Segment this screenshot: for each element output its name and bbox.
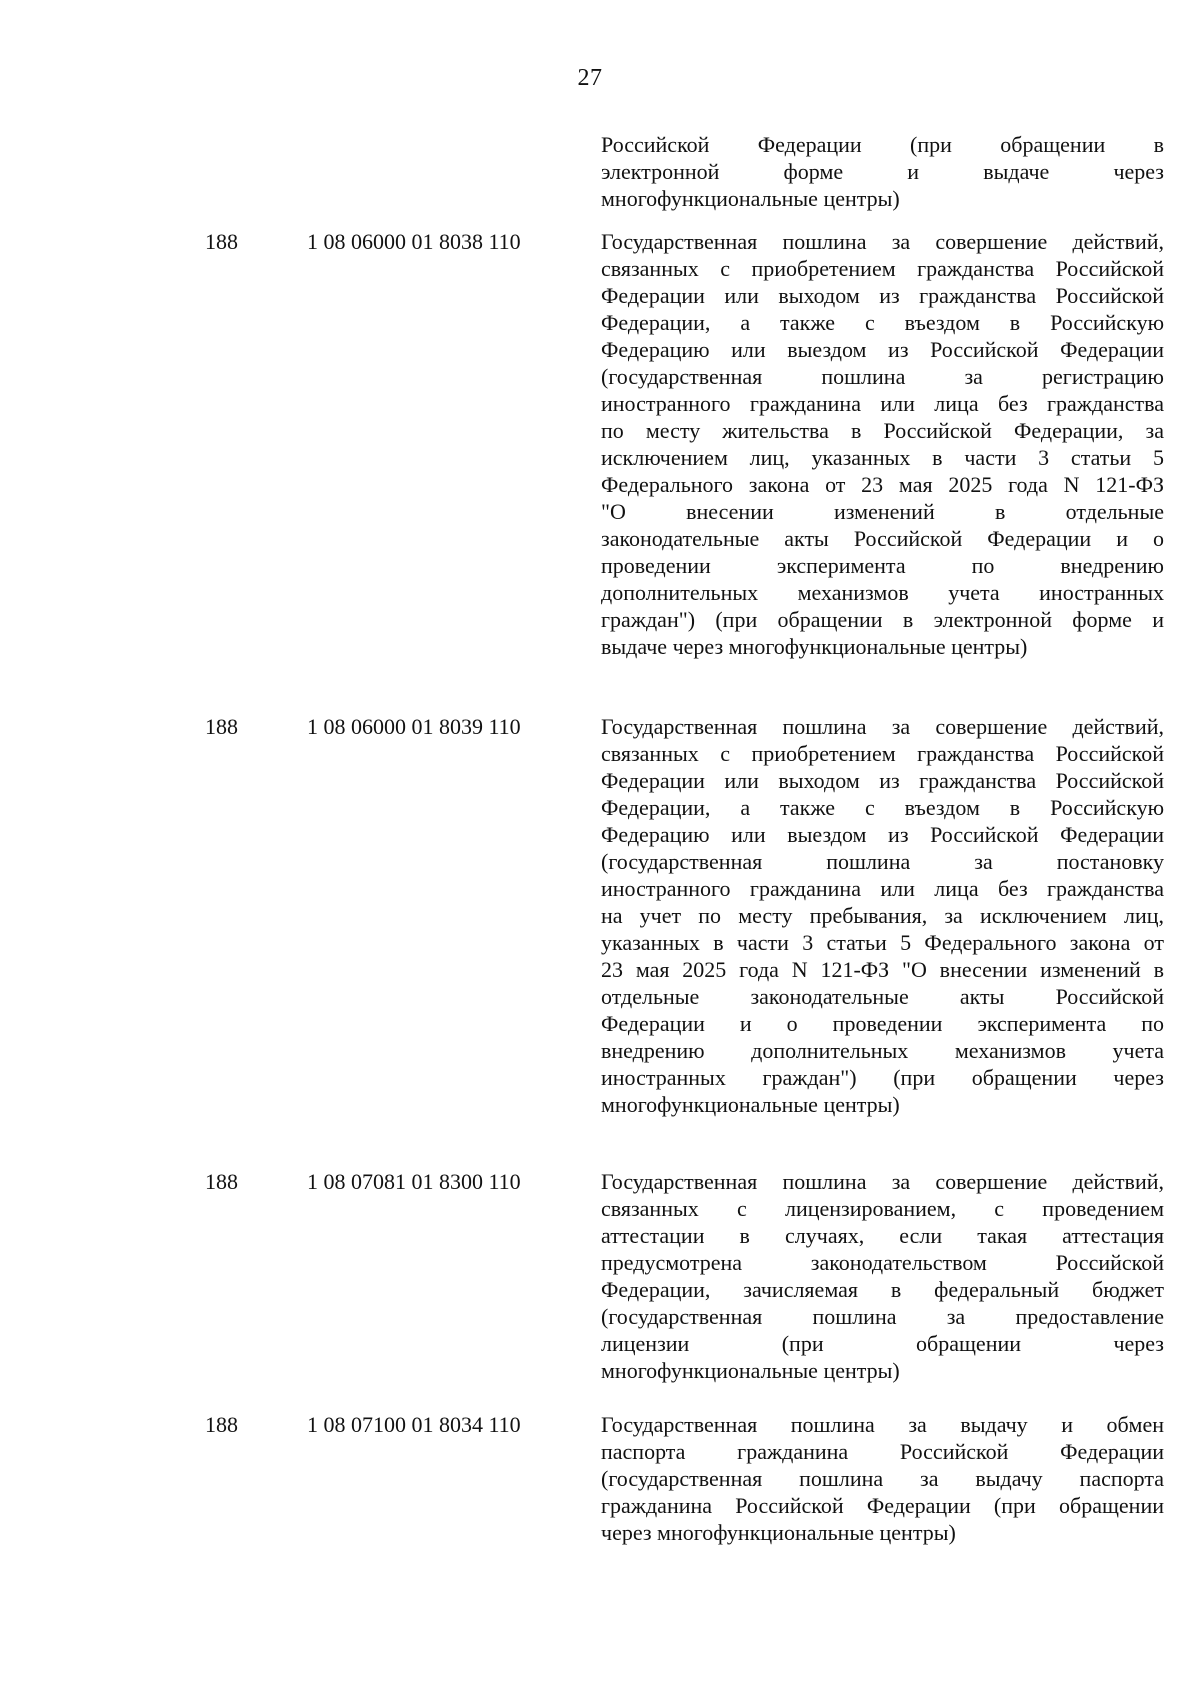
- description-line: Российской Федерации (при обращении в: [601, 132, 1164, 157]
- description-line: иностранных граждан") (при обращении через: [601, 1065, 1164, 1090]
- description-line: (государственная пошлина за предоставление: [601, 1304, 1164, 1329]
- description-line: "О внесении изменений в отдельные: [601, 499, 1164, 524]
- description-line: законодательные акты Российской Федерации и о: [601, 526, 1164, 551]
- description-line: (государственная пошлина за регистрацию: [601, 364, 1164, 389]
- description-line: Федерации или выходом из гражданства Российской: [601, 768, 1164, 793]
- description-line: на учет по месту пребывания, за исключением лиц,: [601, 903, 1164, 928]
- description-line: связанных с лицензированием, с проведением: [601, 1196, 1164, 1221]
- description-line: выдаче через многофункциональные центры): [601, 634, 1028, 659]
- description-line: многофункциональные центры): [601, 186, 900, 211]
- description-line: Федерации, зачисляемая в федеральный бюджет: [601, 1277, 1164, 1302]
- description-line: Федерации, а также с въездом в Российскую: [601, 310, 1164, 335]
- budget-classification-code: 1 08 07100 01 8034 110: [307, 1412, 521, 1437]
- description-line: иностранного гражданина или лица без гражданства: [601, 876, 1164, 901]
- description-line: через многофункциональные центры): [601, 1520, 956, 1545]
- description-line: (государственная пошлина за выдачу паспорта: [601, 1466, 1164, 1491]
- description-line: по месту жительства в Российской Федерации, за: [601, 418, 1164, 443]
- page-number: 27: [577, 65, 603, 91]
- description-line: аттестации в случаях, если такая аттестация: [601, 1223, 1164, 1248]
- revenue-description: [601, 228, 1164, 660]
- description-line: предусмотрена законодательством Российской: [601, 1250, 1164, 1275]
- description-line: Государственная пошлина за совершение действий,: [601, 1169, 1164, 1194]
- description-line: Федерального закона от 23 мая 2025 года N 121-ФЗ: [601, 472, 1164, 497]
- description-line: гражданина Российской Федерации (при обращении: [601, 1493, 1164, 1518]
- continuation-description: [601, 131, 1164, 212]
- description-line: Федерации, а также с въездом в Российскую: [601, 795, 1164, 820]
- description-line: (государственная пошлина за постановку: [601, 849, 1164, 874]
- description-line: Федерацию или выездом из Российской Федерации: [601, 337, 1164, 362]
- description-line: отдельные законодательные акты Российской: [601, 984, 1164, 1009]
- description-line: Государственная пошлина за выдачу и обмен: [601, 1412, 1164, 1437]
- description-line: внедрению дополнительных механизмов учета: [601, 1038, 1164, 1063]
- description-line: иностранного гражданина или лица без гражданства: [601, 391, 1164, 416]
- description-line: дополнительных механизмов учета иностранных: [601, 580, 1164, 605]
- description-line: граждан") (при обращении в электронной форме и: [601, 607, 1164, 632]
- description-line: лицензии (при обращении через: [601, 1331, 1164, 1356]
- description-line: исключением лиц, указанных в части 3 статьи 5: [601, 445, 1164, 470]
- description-line: 23 мая 2025 года N 121-ФЗ "О внесении изменений в: [601, 957, 1164, 982]
- admin-code: 188: [205, 1412, 238, 1437]
- revenue-description: [601, 1168, 1164, 1384]
- description-line: Федерации и о проведении эксперимента по: [601, 1011, 1164, 1036]
- description-line: Государственная пошлина за совершение действий,: [601, 714, 1164, 739]
- revenue-description: [601, 1411, 1164, 1546]
- description-line: связанных с приобретением гражданства Российской: [601, 741, 1164, 766]
- budget-classification-code: 1 08 07081 01 8300 110: [307, 1169, 521, 1194]
- description-line: указанных в части 3 статьи 5 Федерального закона от: [601, 930, 1164, 955]
- description-line: проведении эксперимента по внедрению: [601, 553, 1164, 578]
- admin-code: 188: [205, 229, 238, 254]
- revenue-description: [601, 713, 1164, 1118]
- description-line: Федерацию или выездом из Российской Федерации: [601, 822, 1164, 847]
- description-line: Государственная пошлина за совершение действий,: [601, 229, 1164, 254]
- description-line: Федерации или выходом из гражданства Российской: [601, 283, 1164, 308]
- description-line: электронной форме и выдаче через: [601, 159, 1164, 184]
- budget-classification-code: 1 08 06000 01 8039 110: [307, 714, 521, 739]
- description-line: паспорта гражданина Российской Федерации: [601, 1439, 1164, 1464]
- description-line: многофункциональные центры): [601, 1358, 900, 1383]
- description-line: связанных с приобретением гражданства Российской: [601, 256, 1164, 281]
- admin-code: 188: [205, 714, 238, 739]
- admin-code: 188: [205, 1169, 238, 1194]
- description-line: многофункциональные центры): [601, 1092, 900, 1117]
- budget-classification-code: 1 08 06000 01 8038 110: [307, 229, 521, 254]
